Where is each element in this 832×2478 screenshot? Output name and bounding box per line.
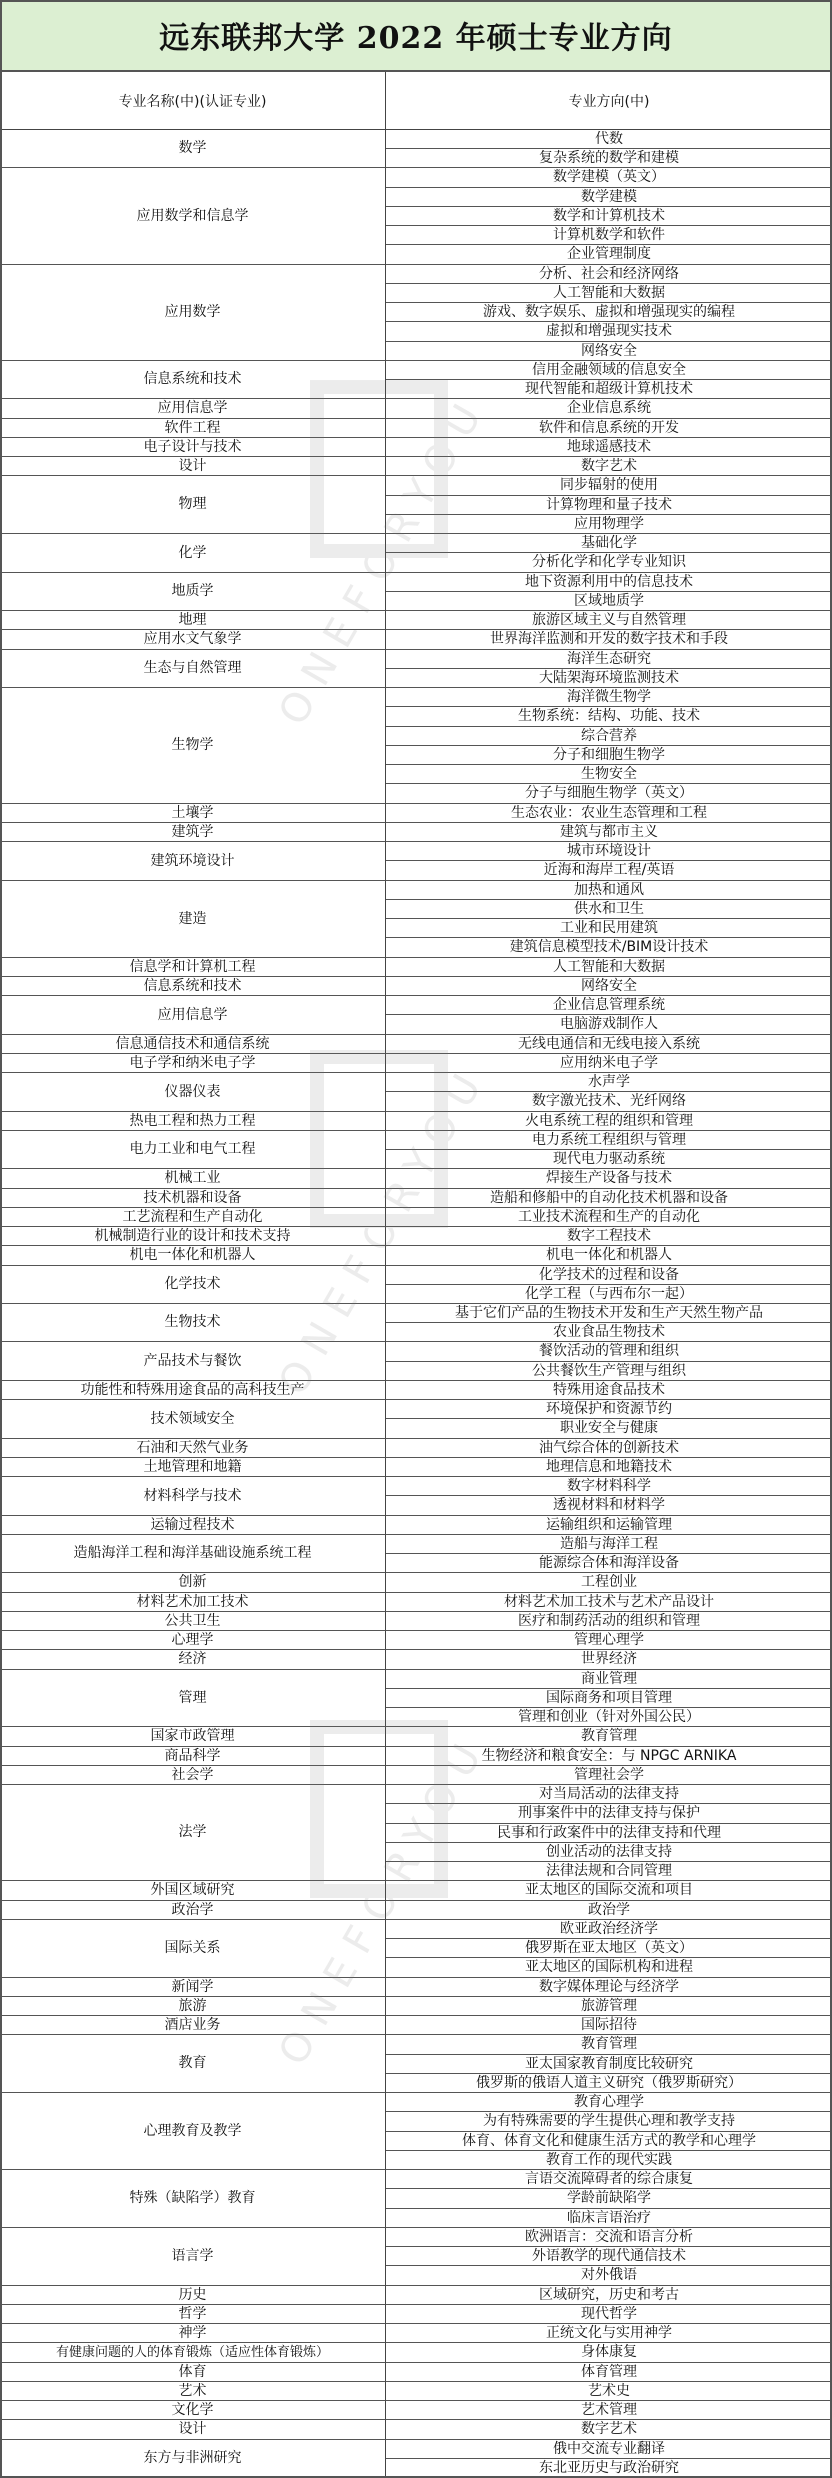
major-name-cell: 有健康问题的人的体育锻炼（适应性体育锻炼） [0,2343,386,2363]
direction-cell: 欧亚政治经济学 [386,1920,832,1939]
direction-cell: 亚太地区的国际机构和进程 [386,1958,832,1978]
major-name-cell: 材料科学与技术 [0,1477,386,1516]
direction-cell: 旅游区域主义与自然管理 [386,611,832,630]
direction-cell: 世界海洋监测和开发的数字技术和手段 [386,630,832,650]
direction-cell: 管理心理学 [386,1631,832,1650]
page-title: 远东联邦大学 2022 年硕士专业方向 [159,21,673,56]
direction-cell: 透视材料和材料学 [386,1496,832,1516]
direction-cell: 临床言语治疗 [386,2209,832,2228]
major-name-cell: 工艺流程和生产自动化 [0,1208,386,1227]
direction-cell: 对当局活动的法律支持 [386,1785,832,1804]
direction-cell: 复杂系统的数学和建模 [386,149,832,168]
direction-cell: 化学技术的过程和设备 [386,1266,832,1285]
major-name-cell: 艺术 [0,2382,386,2401]
major-name-cell: 材料艺术加工技术 [0,1593,386,1612]
major-name-cell: 信息系统和技术 [0,977,386,996]
direction-cell: 机电一体化和机器人 [386,1246,832,1266]
watermark-logo: ONEFORYOU [250,380,510,740]
direction-cell: 教育心理学 [386,2093,832,2112]
major-name-cell: 语言学 [0,2228,386,2286]
direction-cell: 综合营养 [386,727,832,746]
major-name-cell: 政治学 [0,1901,386,1920]
major-name-cell: 电子学和纳米电子学 [0,1054,386,1073]
major-name-cell: 应用数学和信息学 [0,168,386,265]
major-name-cell: 外国区域研究 [0,1881,386,1901]
direction-cell: 造船和修船中的自动化技术机器和设备 [386,1189,832,1208]
direction-cell: 现代智能和超级计算机技术 [386,380,832,399]
direction-cell: 应用物理学 [386,515,832,534]
direction-cell: 分子和细胞生物学 [386,746,832,765]
direction-cell: 网络安全 [386,342,832,361]
direction-cell: 大陆架海环境监测技术 [386,669,832,688]
major-name-cell: 造船海洋工程和海洋基础设施系统工程 [0,1535,386,1573]
direction-cell: 特殊用途食品技术 [386,1381,832,1400]
direction-cell: 旅游管理 [386,1997,832,2016]
direction-cell: 同步辐射的使用 [386,476,832,496]
direction-cell: 分子与细胞生物学（英文） [386,784,832,804]
major-name-cell: 历史 [0,2286,386,2305]
direction-cell: 加热和通风 [386,881,832,900]
direction-cell: 地理信息和地籍技术 [386,1458,832,1477]
direction-cell: 海洋生态研究 [386,650,832,669]
major-name-cell: 设计 [0,457,386,476]
direction-cell: 区域研究，历史和考古 [386,2286,832,2305]
direction-cell: 近海和海岸工程/英语 [386,861,832,881]
direction-cell: 商业管理 [386,1670,832,1689]
direction-cell: 体育管理 [386,2363,832,2382]
direction-cell: 数字艺术 [386,2420,832,2440]
major-name-cell: 教育 [0,2035,386,2093]
major-name-cell: 特殊（缺陷学）教育 [0,2170,386,2228]
major-name-cell: 机械制造行业的设计和技术支持 [0,1227,386,1246]
major-name-cell: 物理 [0,476,386,534]
direction-cell: 网络安全 [386,977,832,996]
major-name-cell: 运输过程技术 [0,1516,386,1535]
major-name-cell: 应用数学 [0,265,386,361]
major-name-cell: 东方与非洲研究 [0,2440,386,2478]
direction-cell: 公共餐饮生产管理与组织 [386,1362,832,1381]
major-name-cell: 化学 [0,534,386,573]
direction-cell: 建筑与都市主义 [386,823,832,842]
direction-cell: 欧洲语言：交流和语言分析 [386,2228,832,2247]
watermark-logo: ONEFORYOU [250,1720,510,2080]
major-name-cell: 国际关系 [0,1920,386,1978]
direction-cell: 刑事案件中的法律支持与保护 [386,1804,832,1824]
major-name-cell: 旅游 [0,1997,386,2016]
direction-cell: 农业食品生物技术 [386,1323,832,1342]
major-name-cell: 功能性和特殊用途食品的高科技生产 [0,1381,386,1400]
major-name-cell: 仪器仪表 [0,1073,386,1112]
direction-cell: 软件和信息系统的开发 [386,419,832,438]
direction-cell: 亚太国家教育制度比较研究 [386,2055,832,2074]
direction-cell: 区域地质学 [386,592,832,611]
direction-cell: 分析化学和化学专业知识 [386,553,832,573]
direction-cell: 现代电力驱动系统 [386,1150,832,1169]
header-major-name: 专业名称(中)(认证专业) [0,72,386,130]
major-name-cell: 信息系统和技术 [0,361,386,399]
major-name-cell: 建筑环境设计 [0,842,386,881]
direction-cell: 东北亚历史与政治研究 [386,2459,832,2478]
major-name-cell: 设计 [0,2420,386,2440]
page-title-bar [0,0,832,72]
majors-table [0,72,832,2478]
major-name-cell: 土壤学 [0,804,386,823]
direction-cell: 法律法规和合同管理 [386,1862,832,1881]
direction-cell: 数字激光技术、光纤网络 [386,1092,832,1112]
direction-cell: 无线电通信和无线电接入系统 [386,1035,832,1054]
direction-cell: 俄罗斯在亚太地区（英文） [386,1939,832,1958]
major-name-cell: 管理 [0,1670,386,1727]
major-name-cell: 技术领域安全 [0,1400,386,1439]
direction-cell: 教育管理 [386,2035,832,2055]
direction-cell: 地球遥感技术 [386,438,832,457]
direction-cell: 生物系统：结构、功能、技术 [386,707,832,727]
direction-cell: 数字媒体理论与经济学 [386,1978,832,1997]
major-name-cell: 软件工程 [0,419,386,438]
direction-cell: 体育、体育文化和健康生活方式的教学和心理学 [386,2132,832,2151]
major-name-cell: 哲学 [0,2305,386,2324]
direction-cell: 计算物理和量子技术 [386,496,832,515]
direction-cell: 学龄前缺陷学 [386,2189,832,2209]
major-name-cell: 地理 [0,611,386,630]
direction-cell: 医疗和制药活动的组织和管理 [386,1612,832,1631]
major-name-cell: 生物学 [0,688,386,804]
major-name-cell: 公共卫生 [0,1612,386,1631]
direction-cell: 工业技术流程和生产的自动化 [386,1208,832,1227]
major-name-cell: 土地管理和地籍 [0,1458,386,1477]
direction-cell: 生态农业：农业生态管理和工程 [386,804,832,823]
major-name-cell: 心理学 [0,1631,386,1650]
direction-cell: 信用金融领域的信息安全 [386,361,832,380]
major-name-cell: 信息通信技术和通信系统 [0,1035,386,1054]
major-name-cell: 应用信息学 [0,996,386,1035]
direction-cell: 游戏、数字娱乐、虚拟和增强现实的编程 [386,303,832,322]
direction-cell: 民事和行政案件中的法律支持和代理 [386,1824,832,1843]
major-name-cell: 技术机器和设备 [0,1189,386,1208]
direction-cell: 国际商务和项目管理 [386,1689,832,1708]
direction-cell: 俄罗斯的俄语人道主义研究（俄罗斯研究） [386,2074,832,2093]
direction-cell: 环境保护和资源节约 [386,1400,832,1419]
direction-cell: 亚太地区的国际交流和项目 [386,1881,832,1901]
direction-cell: 教育管理 [386,1727,832,1747]
major-name-cell: 社会学 [0,1766,386,1785]
direction-cell: 数学建模 [386,188,832,207]
direction-cell: 管理和创业（针对外国公民） [386,1708,832,1727]
direction-cell: 数学和计算机技术 [386,207,832,226]
direction-cell: 基础化学 [386,534,832,553]
major-name-cell: 数学 [0,130,386,168]
major-name-cell: 法学 [0,1785,386,1881]
direction-cell: 数字艺术 [386,457,832,476]
direction-cell: 外语教学的现代通信技术 [386,2247,832,2266]
header-direction: 专业方向(中) [568,94,650,110]
direction-cell: 海洋微生物学 [386,688,832,707]
major-name-cell: 生物技术 [0,1304,386,1342]
direction-cell: 言语交流障碍者的综合康复 [386,2170,832,2189]
major-name-cell: 热电工程和热力工程 [0,1112,386,1131]
table-header-row [0,72,832,130]
direction-cell: 分析、社会和经济网络 [386,265,832,284]
direction-cell: 供水和卫生 [386,900,832,919]
direction-cell: 俄中交流专业翻译 [386,2440,832,2459]
direction-cell: 材料艺术加工技术与艺术产品设计 [386,1593,832,1612]
direction-cell: 数学建模（英文） [386,168,832,188]
direction-cell: 水声学 [386,1073,832,1092]
major-name-cell: 机械工业 [0,1169,386,1189]
direction-cell: 建筑信息模型技术/BIM设计技术 [386,938,832,958]
major-name-cell: 生态与自然管理 [0,650,386,688]
major-name-cell: 文化学 [0,2401,386,2420]
direction-cell: 为有特殊需要的学生提供心理和教学支持 [386,2112,832,2132]
major-name-cell: 新闻学 [0,1978,386,1997]
direction-cell: 创业活动的法律支持 [386,1843,832,1862]
major-name-cell: 电力工业和电气工程 [0,1131,386,1169]
direction-cell: 造船与海洋工程 [386,1535,832,1554]
direction-cell: 身体康复 [386,2343,832,2363]
direction-cell: 生物安全 [386,765,832,784]
major-name-cell: 电子设计与技术 [0,438,386,457]
direction-cell: 艺术史 [386,2382,832,2401]
major-name-cell: 信息学和计算机工程 [0,958,386,977]
direction-cell: 火电系统工程的组织和管理 [386,1112,832,1131]
major-name-cell: 国家市政管理 [0,1727,386,1747]
direction-cell: 现代哲学 [386,2305,832,2324]
direction-cell: 电脑游戏制作人 [386,1015,832,1035]
direction-cell: 数字工程技术 [386,1227,832,1246]
major-name-cell: 心理教育及教学 [0,2093,386,2170]
major-name-cell: 地质学 [0,573,386,611]
major-name-cell: 应用水文气象学 [0,630,386,650]
major-name-cell: 经济 [0,1650,386,1670]
major-name-cell: 神学 [0,2324,386,2343]
major-name-cell: 创新 [0,1573,386,1593]
direction-cell: 城市环境设计 [386,842,832,861]
direction-cell: 国际招待 [386,2016,832,2035]
direction-cell: 工业和民用建筑 [386,919,832,938]
direction-cell: 工程创业 [386,1573,832,1593]
major-name-cell: 石油和天然气业务 [0,1439,386,1458]
major-name-cell: 体育 [0,2363,386,2382]
direction-cell: 油气综合体的创新技术 [386,1439,832,1458]
direction-cell: 正统文化与实用神学 [386,2324,832,2343]
direction-cell: 化学工程（与西布尔一起） [386,1285,832,1304]
direction-cell: 运输组织和运输管理 [386,1516,832,1535]
direction-cell: 电力系统工程组织与管理 [386,1131,832,1150]
major-name-cell: 化学技术 [0,1266,386,1304]
direction-cell: 企业信息管理系统 [386,996,832,1015]
direction-cell: 餐饮活动的管理和组织 [386,1342,832,1362]
direction-cell: 职业安全与健康 [386,1419,832,1439]
direction-cell: 人工智能和大数据 [386,284,832,303]
direction-cell: 地下资源利用中的信息技术 [386,573,832,592]
direction-cell: 生物经济和粮食安全：与 NPGC ARNIKA [386,1747,832,1766]
direction-cell: 焊接生产设备与技术 [386,1169,832,1189]
direction-cell: 企业管理制度 [386,245,832,265]
watermark-logo: ONEFORYOU [250,1050,510,1410]
direction-cell: 政治学 [386,1901,832,1920]
direction-cell: 虚拟和增强现实技术 [386,322,832,342]
direction-cell: 代数 [386,130,832,149]
major-name-cell: 建筑学 [0,823,386,842]
direction-cell: 计算机数学和软件 [386,226,832,245]
direction-cell: 人工智能和大数据 [386,958,832,977]
direction-cell: 数字材料科学 [386,1477,832,1496]
direction-cell: 基于它们产品的生物技术开发和生产天然生物产品 [386,1304,832,1323]
major-name-cell: 应用信息学 [0,399,386,419]
direction-cell: 应用纳米电子学 [386,1054,832,1073]
direction-cell: 艺术管理 [386,2401,832,2420]
direction-cell: 世界经济 [386,1650,832,1670]
major-name-cell: 机电一体化和机器人 [0,1246,386,1266]
direction-cell: 能源综合体和海洋设备 [386,1554,832,1573]
major-name-cell: 产品技术与餐饮 [0,1342,386,1381]
direction-cell: 企业信息系统 [386,399,832,419]
direction-cell: 管理社会学 [386,1766,832,1785]
major-name-cell: 酒店业务 [0,2016,386,2035]
major-name-cell: 商品科学 [0,1747,386,1766]
table-body [0,130,832,2478]
direction-cell: 教育工作的现代实践 [386,2151,832,2170]
major-name-cell: 建造 [0,881,386,958]
direction-cell: 对外俄语 [386,2266,832,2286]
